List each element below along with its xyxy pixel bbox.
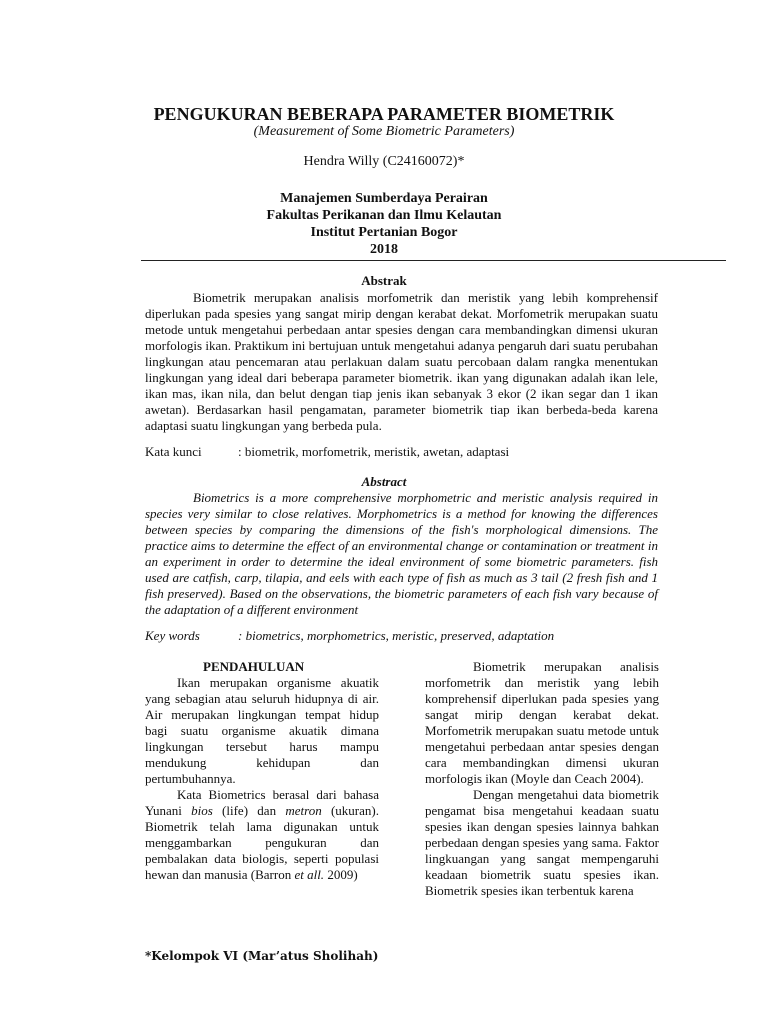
affiliation-year: 2018: [370, 242, 398, 257]
right-paragraph-1: Biometrik merupakan analisis morfometrik dan meristik yang lebih komprehensif diperlukan pada spesies yang sangat mirip dengan kerabat dekat. Morfometrik merupakan suatu metode untuk mengetahui perbedaan antar spesies dengan cara membandingkan dimensi ukuran morfologis ikan (Moyle dan Ceach 2004).: [425, 659, 659, 786]
left-paragraph-1: Ikan merupakan organisme akuatik yang sebagian atau seluruh hidupnya di air. Air merupakan lingkungan tempat hidup bagi suatu organisme akuatik dimana lingkungan tersebut harus mampu mendukung kehidupan dan pertumbuhannya.: [145, 675, 379, 786]
right-paragraph-2: Dengan mengetahui data biometrik pengamat bisa mengetahui keadaan suatu spesies ikan dengan spesies lainnya bahkan perbedaan dengan spesies yang sama. Faktor lingkuangan yang sangat mempengaruhi keadaan biometrik suatu spesies ikan. Biometrik spesies ikan terbentuk karena: [425, 787, 659, 898]
paper-subtitle: (Measurement of Some Biometric Parameters): [253, 124, 515, 139]
abstract-body: [145, 490, 658, 618]
abstrak-body: [145, 290, 658, 434]
abstrak-keywords: [145, 444, 665, 460]
abstract-keywords-list: : biometrics, morphometrics, meristic, preserved, adaptation: [238, 628, 555, 643]
abstract-paragraph: Biometrics is a more comprehensive morphometric and meristic analysis required in species very similar to close relatives. Morphometrics is a method for knowing the differences between species by comparing the dimensions of the fish's morphological dimensions. The practice aims to determine the effect of an environmental change or contamination or treatment in an experiment in order to determine the ideal environment of some biometric parameters. fish used are catfish, carp, tilapia, and eels with each type of fish as much as 3 tail (2 fresh fish and 1 fish preserved). Based on the observations, the biometric parameters of each fish vary because of the adaptation of a different environment: [145, 490, 658, 617]
section-heading-pendahuluan: PENDAHULUAN: [203, 659, 305, 674]
left-p2-text-3: (ukuran). Biometrik telah lama digunakan untuk menggambarkan pengukuran dan pembalakan data biologis, seperti populasi hewan dan manusia (Barron: [145, 803, 379, 882]
left-p2-text-1: Kata Biometrics berasal dari bahasa Yunani: [145, 787, 379, 818]
affiliation-department: Manajemen Sumberdaya Perairan: [280, 191, 488, 206]
left-paragraph-2: [145, 787, 379, 883]
affiliation-block: [0, 190, 768, 258]
paper-title: PENGUKURAN BEBERAPA PARAMETER BIOMETRIK: [153, 104, 615, 124]
abstrak-keywords-list: : biometrik, morfometrik, meristik, awetan, adaptasi: [238, 444, 510, 459]
author-line: Hendra Willy (C24160072)*: [303, 154, 465, 169]
right-column: [425, 659, 659, 899]
abstrak-heading: Abstrak: [361, 273, 407, 288]
header-divider: [141, 260, 726, 261]
abstrak-keywords-label: Kata kunci: [145, 444, 202, 459]
abstract-keywords: [145, 628, 665, 644]
footnote: *Kelompok VI (Mar’atus Sholihah): [145, 949, 379, 963]
left-p2-text-4: 2009): [324, 867, 358, 882]
abstract-heading: Abstract: [361, 474, 407, 489]
term-metron: metron: [285, 803, 322, 818]
affiliation-institute: Institut Pertanian Bogor: [310, 225, 458, 240]
citation-et-all: et all.: [294, 867, 325, 882]
term-bios: bios: [191, 803, 213, 818]
abstrak-paragraph: Biometrik merupakan analisis morfometrik dan meristik yang lebih komprehensif diperlukan pada spesies yang sangat mirip dengan kerabat dekat. Morfometrik merupakan suatu metode untuk mengetahui perbedaan antar spesies dengan cara membandingkan dimensi ukuran morfologis ikan. Praktikum ini bertujuan untuk mengetahui adanya pengaruh dari suatu perubahan lingkungan atau pencemaran atau perlakuan dalam suatu percobaan dalam rangka menentukan lingkungan yang ideal dari beberapa parameter biometrik. ikan yang digunakan adalah ikan lele, ikan mas, ikan nila, dan belut dengan tiap jenis ikan sebanyak 3 ekor (2 ikan segar dan 1 ikan awetan). Berdasarkan hasil pengamatan, parameter biometrik tiap ikan berbeda-beda karena adaptasi suatu lingkungan yang berbeda pula.: [145, 290, 658, 433]
abstract-keywords-label: Key words: [145, 628, 200, 643]
affiliation-faculty: Fakultas Perikanan dan Ilmu Kelautan: [266, 208, 502, 223]
left-p2-text-2: (life) dan: [212, 803, 286, 818]
left-column: [145, 659, 379, 883]
